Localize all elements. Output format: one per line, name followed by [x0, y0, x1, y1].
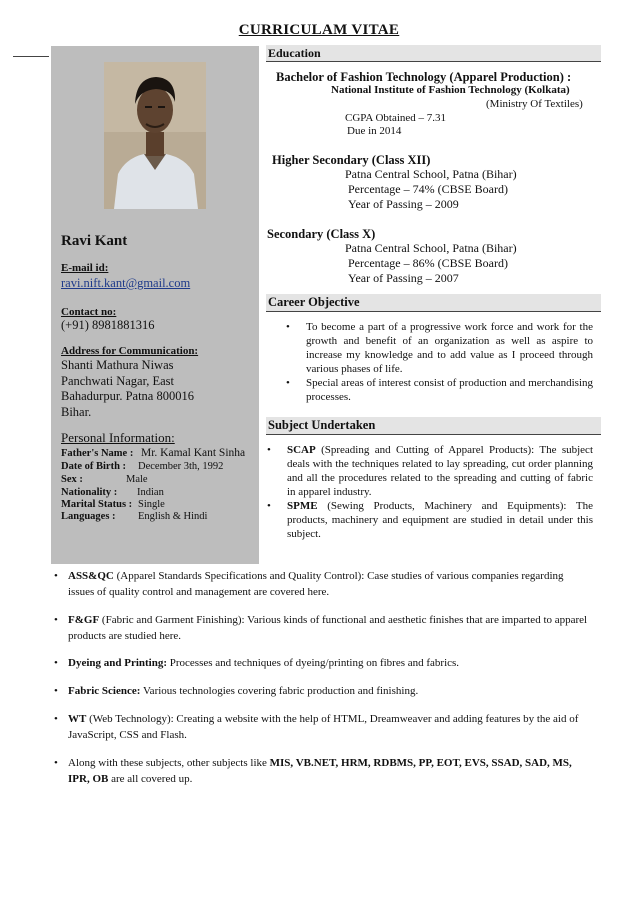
bullet-icon: •	[267, 444, 271, 456]
personal-value: Male	[126, 474, 148, 485]
personal-value: English & Hindi	[138, 511, 208, 522]
personal-label: Date of Birth :	[61, 461, 127, 472]
left-divider	[13, 56, 49, 57]
bullet-icon: •	[286, 321, 290, 333]
address-label: Address for Communication:	[61, 345, 199, 357]
hs-school: Patna Central School, Patna (Bihar)	[345, 167, 517, 181]
hs-year: Year of Passing – 2009	[348, 197, 459, 211]
education-heading: Education	[266, 45, 601, 62]
bullet-icon: •	[54, 713, 58, 725]
subject-text: (Apparel Standards Specifications and Quality Control): Case studies of various companies regarding issues of quality control and management are covered here.	[68, 570, 564, 598]
subject-item	[54, 711, 588, 743]
candidate-name: Ravi Kant	[61, 233, 128, 249]
subject-code: SPME	[287, 500, 318, 512]
subject-text: Various technologies covering fabric production and finishing.	[140, 685, 419, 697]
personal-row	[61, 511, 207, 522]
subject-code: ASS&QC	[68, 570, 114, 582]
subject-item	[267, 443, 593, 499]
bullet-icon: •	[54, 570, 58, 582]
personal-label: Languages :	[61, 511, 116, 522]
subject-item	[54, 612, 588, 644]
bullet-icon: •	[54, 614, 58, 626]
subject-item	[54, 568, 588, 600]
subject-code: Dyeing and Printing:	[68, 657, 168, 669]
ministry-text: (Ministry Of Textiles)	[486, 98, 583, 110]
email-label: E-mail id:	[61, 262, 109, 274]
subject-text: are all covered up.	[108, 773, 193, 785]
personal-label: Nationality :	[61, 487, 118, 498]
career-item	[286, 320, 593, 376]
hs-percentage: Percentage – 74% (CBSE Board)	[348, 182, 508, 196]
due-text: Due in 2014	[347, 125, 402, 137]
career-text: Special areas of interest consist of production and merchandising processes.	[306, 377, 593, 403]
career-text: To become a part of a progressive work force and work for the growth and benefit of an organization as well as aspire to increase my knowledge and to add value as I proceed through various phases of life.	[306, 321, 593, 375]
subject-text: (Spreading and Cutting of Apparel Products): The subject deals with the techniques related to lay spreading, cut order planning and all the procedures related to the spreading and cutting of fabric in apparel industry.	[287, 444, 593, 498]
address-line: Bihar.	[61, 404, 92, 419]
subject-item	[54, 655, 588, 671]
address-line: Bahadurpur. Patna 800016	[61, 389, 194, 403]
subject-text: (Sewing Products, Machinery and Equipments): The products, machinery and equipment are studied in detail under this subject.	[287, 500, 593, 540]
personal-info-title: Personal Information:	[61, 430, 175, 445]
personal-value: Mr. Kamal Kant Sinha	[141, 447, 246, 459]
personal-value: Single	[138, 499, 165, 510]
career-heading: Career Objective	[266, 294, 601, 312]
subject-list: MIS, VB.NET, HRM, RDBMS, PP, EOT, EVS, SSAD, SAD, MS, IPR, OB	[68, 757, 572, 785]
hs-title: Higher Secondary (Class XII)	[272, 153, 431, 167]
bullet-icon: •	[54, 657, 58, 669]
profile-photo	[104, 62, 206, 209]
subjects-heading: Subject Undertaken	[266, 417, 601, 435]
subject-text: (Web Technology): Creating a website with the help of HTML, Dreamweaver and adding features by the aid of JavaScript, CSS and Flash.	[68, 713, 579, 741]
subject-item	[54, 683, 588, 699]
contact-number: (+91) 8981881316	[61, 318, 155, 332]
personal-label: Father's Name :	[61, 448, 134, 459]
contact-label: Contact no:	[61, 306, 117, 318]
personal-value: Indian	[137, 487, 164, 498]
bullet-icon: •	[54, 757, 58, 769]
page-title: CURRICULAM VITAE	[238, 22, 400, 38]
sec-title: Secondary (Class X)	[267, 227, 376, 241]
institute-name: National Institute of Fashion Technology (Kolkata)	[331, 84, 570, 96]
personal-value: December 3th, 1992	[138, 461, 224, 472]
sec-year: Year of Passing – 2007	[348, 271, 459, 285]
degree-title: Bachelor of Fashion Technology (Apparel Production) :	[276, 70, 572, 84]
subject-text: (Fabric and Garment Finishing): Various kinds of functional and aesthetic finishes that are imparted to apparel products are studied here.	[68, 614, 588, 642]
career-item	[286, 376, 593, 404]
personal-row	[61, 499, 165, 510]
subject-text: Processes and techniques of dyeing/printing on fibres and fabrics.	[167, 657, 460, 669]
subject-code: SCAP	[287, 444, 316, 456]
personal-row	[61, 474, 148, 485]
subject-code: F&GF	[68, 614, 100, 626]
cgpa-text: CGPA Obtained – 7.31	[345, 112, 447, 124]
subject-code: WT	[68, 713, 87, 725]
personal-label: Marital Status :	[61, 499, 133, 510]
sec-percentage: Percentage – 86% (CBSE Board)	[348, 256, 508, 270]
sec-school: Patna Central School, Patna (Bihar)	[345, 241, 517, 255]
personal-row	[61, 447, 245, 459]
personal-label: Sex :	[61, 474, 83, 485]
address-line: Panchwati Nagar, East	[61, 373, 175, 388]
subject-item	[54, 755, 588, 787]
subject-text: Along with these subjects, other subjects like	[68, 757, 270, 769]
personal-row	[61, 487, 164, 498]
personal-row	[61, 461, 223, 472]
subject-item	[267, 499, 593, 541]
bullet-icon: •	[286, 377, 290, 389]
subject-code: Fabric Science:	[68, 685, 141, 697]
bullet-icon: •	[267, 500, 271, 512]
address-block	[61, 358, 194, 420]
address-line: Shanti Mathura Niwas	[61, 358, 174, 372]
email-link[interactable]: ravi.nift.kant@gmail.com	[61, 276, 191, 290]
bullet-icon: •	[54, 685, 58, 697]
